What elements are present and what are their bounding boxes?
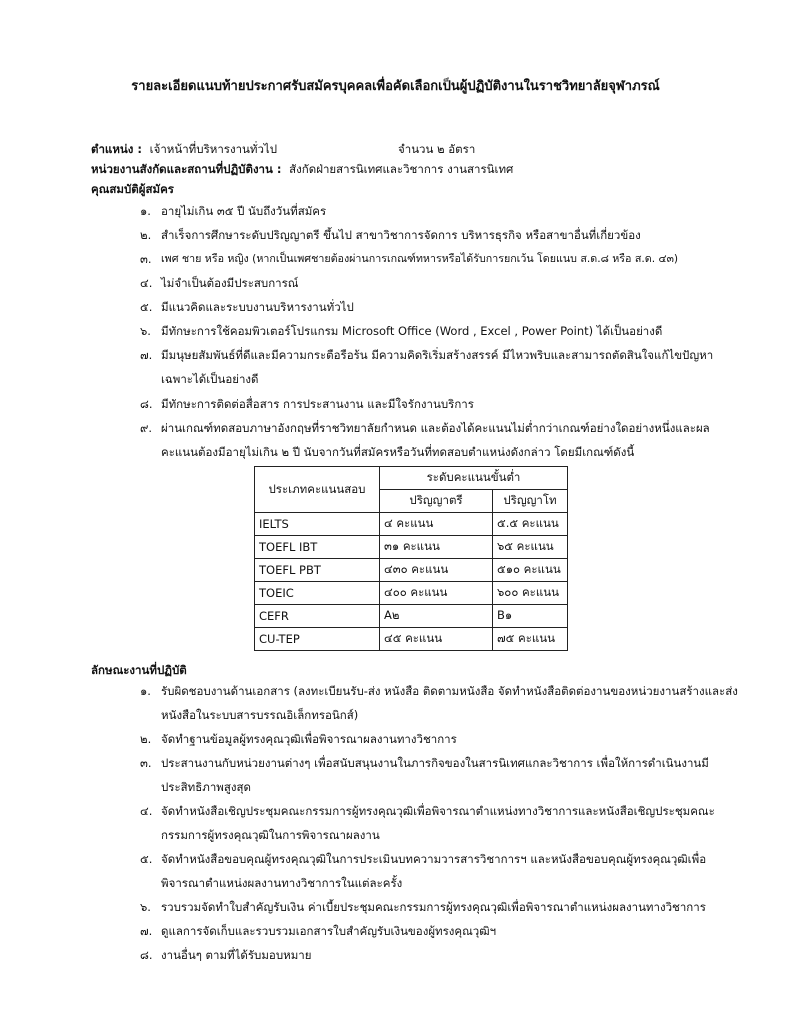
duty-number: ๗. — [140, 924, 153, 938]
table-header-bachelor: ปริญญาตรี — [380, 490, 493, 513]
table-cell-bachelor: ๔ คะแนน — [380, 513, 493, 536]
position-label: ตำแหน่ง : — [91, 142, 142, 156]
duty-number: ๒. — [140, 732, 152, 746]
table-row — [255, 536, 568, 559]
table-cell-test: CU-TEP — [255, 628, 380, 651]
table-cell-test: IELTS — [255, 513, 380, 536]
table-cell-master: ๗๕ คะแนน — [493, 628, 568, 651]
qualification-number: ๒. — [140, 228, 152, 242]
position-value: เจ้าหน้าที่บริหารงานทั่วไป — [149, 142, 278, 156]
qualification-number: ๙. — [140, 421, 153, 435]
table-cell-bachelor: ๔๐๐ คะแนน — [380, 582, 493, 605]
duty-number: ๕. — [140, 852, 153, 866]
table-cell-master: ๕๑๐ คะแนน — [493, 559, 568, 582]
table-row — [255, 628, 568, 651]
table-cell-test: TOEIC — [255, 582, 380, 605]
duty-number: ๖. — [140, 900, 151, 914]
unit-value: สังกัดฝ่ายสารนิเทศและวิชาการ งานสารนิเทศ — [289, 162, 514, 176]
table-cell-bachelor: A๒ — [380, 605, 493, 628]
table-row — [255, 559, 568, 582]
duties-heading: ลักษณะงานที่ปฏิบัติ — [91, 663, 187, 677]
qualification-number: ๔. — [140, 276, 153, 290]
duty-number: ๘. — [140, 948, 153, 962]
duty-item: รวบรวมจัดทำใบสำคัญรับเงิน ค่าเบี้ยประชุมคณะกรรมการผู้ทรงคุณวุฒิเพื่อพิจารณาตำแหน่งผลงานทางวิชาการ — [161, 900, 706, 914]
qualification-number: ๓. — [140, 252, 152, 266]
qualification-item: สำเร็จการศึกษาระดับปริญญาตรี ขึ้นไป สาขาวิชาการจัดการ บริหารธุรกิจ หรือสาขาอื่นที่เกี่ยวข้อง — [161, 228, 641, 242]
table-header-min: ระดับคะแนนขั้นต่ำ — [380, 467, 568, 490]
qualifications-heading: คุณสมบัติผู้สมัคร — [91, 182, 174, 196]
unit-label: หน่วยงานสังกัดและสถานที่ปฏิบัติงาน : — [91, 162, 282, 176]
table-row — [255, 513, 568, 536]
table-row — [255, 605, 568, 628]
duty-number: ๓. — [140, 756, 152, 770]
duty-number: ๑. — [140, 684, 151, 698]
unit-row — [91, 161, 513, 177]
table-cell-bachelor: ๔๕ คะแนน — [380, 628, 493, 651]
table-cell-test: TOEFL IBT — [255, 536, 380, 559]
duty-item: ประสานงานกับหน่วยงานต่างๆ เพื่อสนับสนุนงานในภารกิจของในสารนิเทศแกละวิชาการ เพื่อให้การดำเนินงานมีประสิทธิภาพสูงสุด — [161, 756, 709, 794]
table-cell-master: ๖๐๐ คะแนน — [493, 582, 568, 605]
table-cell-test: TOEFL PBT — [255, 559, 380, 582]
qualification-item: ไม่จำเป็นต้องมีประสบการณ์ — [161, 276, 299, 290]
qualification-number: ๕. — [140, 300, 153, 314]
table-cell-master: ๕.๕ คะแนน — [493, 513, 568, 536]
english-score-table — [254, 466, 568, 651]
qualification-item: ผ่านเกณฑ์ทดสอบภาษาอังกฤษที่ราชวิทยาลัยกำหนด และต้องได้คะแนนไม่ต่ำกว่าเกณฑ์อย่างใดอย่างหนึ่งและผลคะแนนต้องมีอายุไม่เกิน ๒ ปี นับจากวันที่สมัครหรือวันที่ทดสอบตำแหน่งดังกล่าว โดยมีเกณฑ์ดังนี้ — [161, 421, 710, 459]
position-quantity: จำนวน ๒ อัตรา — [398, 142, 476, 156]
qualification-item: มีแนวคิดและระบบงานบริหารงานทั่วไป — [161, 300, 354, 314]
duty-item: จัดทำหนังสือเชิญประชุมคณะกรรมการผู้ทรงคุณวุฒิเพื่อพิจารณาตำแหน่งทางวิชาการและหนังสือเชิญประชุมคณะกรรมการผู้ทรงคุณวุฒิในการพิจารณาผลงาน — [161, 804, 715, 842]
qualification-number: ๗. — [140, 348, 153, 362]
position-row — [91, 141, 277, 157]
table-cell-bachelor: ๔๓๐ คะแนน — [380, 559, 493, 582]
table-cell-test: CEFR — [255, 605, 380, 628]
table-header-row — [255, 467, 568, 490]
duty-item: งานอื่นๆ ตามที่ได้รับมอบหมาย — [161, 948, 312, 962]
duty-item: ดูแลการจัดเก็บและรวบรวมเอกสารใบสำคัญรับเงินของผู้ทรงคุณวุฒิฯ — [161, 924, 497, 938]
table-row — [255, 582, 568, 605]
table-cell-master: B๑ — [493, 605, 568, 628]
qualification-item: เพศ ชาย หรือ หญิง (หากเป็นเพศชายต้องผ่านการเกณฑ์ทหารหรือได้รับการยกเว้น โดยแนบ ส.ด.๘ หรือ ส.ด. ๔๓) — [161, 252, 679, 265]
qualification-item: มีมนุษยสัมพันธ์ที่ดีและมีความกระตือรือร้น มีความคิดริเริ่มสร้างสรรค์ มีไหวพริบและสามารถตัดสินใจแก้ไขปัญหาเฉพาะได้เป็นอย่างดี — [161, 348, 714, 386]
table-header-type: ประเภทคะแนนสอบ — [255, 467, 380, 513]
duty-number: ๔. — [140, 804, 153, 818]
table-cell-master: ๖๕ คะแนน — [493, 536, 568, 559]
document-title: รายละเอียดแนบท้ายประกาศรับสมัครบุคคลเพื่อคัดเลือกเป็นผู้ปฏิบัติงานในราชวิทยาลัยจุฬาภรณ์ — [131, 79, 660, 94]
qualification-item: อายุไม่เกิน ๓๕ ปี นับถึงวันที่สมัคร — [161, 204, 327, 218]
table-cell-bachelor: ๓๑ คะแนน — [380, 536, 493, 559]
qualification-item: มีทักษะการใช้คอมพิวเตอร์โปรแกรม Microsoft Office (Word , Excel , Power Point) ได้เป็นอย่างดี — [161, 324, 663, 338]
duty-item: รับผิดชอบงานด้านเอกสาร (ลงทะเบียนรับ-ส่ง หนังสือ ติดตามหนังสือ จัดทำหนังสือติดต่องานของหน่วยงานสร้างและส่งหนังสือในระบบสารบรรณอิเล็กทรอนิกส์) — [161, 684, 738, 722]
table-header-master: ปริญญาโท — [493, 490, 568, 513]
qualification-number: ๘. — [140, 397, 153, 411]
qualification-item: มีทักษะการติดต่อสื่อสาร การประสานงาน และมีใจรักงานบริการ — [161, 397, 474, 411]
duty-item: จัดทำหนังสือขอบคุณผู้ทรงคุณวุฒิในการประเมินบทความวารสารวิชาการฯ และหนังสือขอบคุณผู้ทรงคุณวุฒิเพื่อพิจารณาตำแหน่งผลงานทางวิชาการในแต่ละครั้ง — [161, 852, 707, 890]
duty-item: จัดทำฐานข้อมูลผู้ทรงคุณวุฒิเพื่อพิจารณาผลงานทางวิชาการ — [161, 732, 457, 746]
qualification-number: ๑. — [140, 204, 151, 218]
qualification-number: ๖. — [140, 324, 151, 338]
